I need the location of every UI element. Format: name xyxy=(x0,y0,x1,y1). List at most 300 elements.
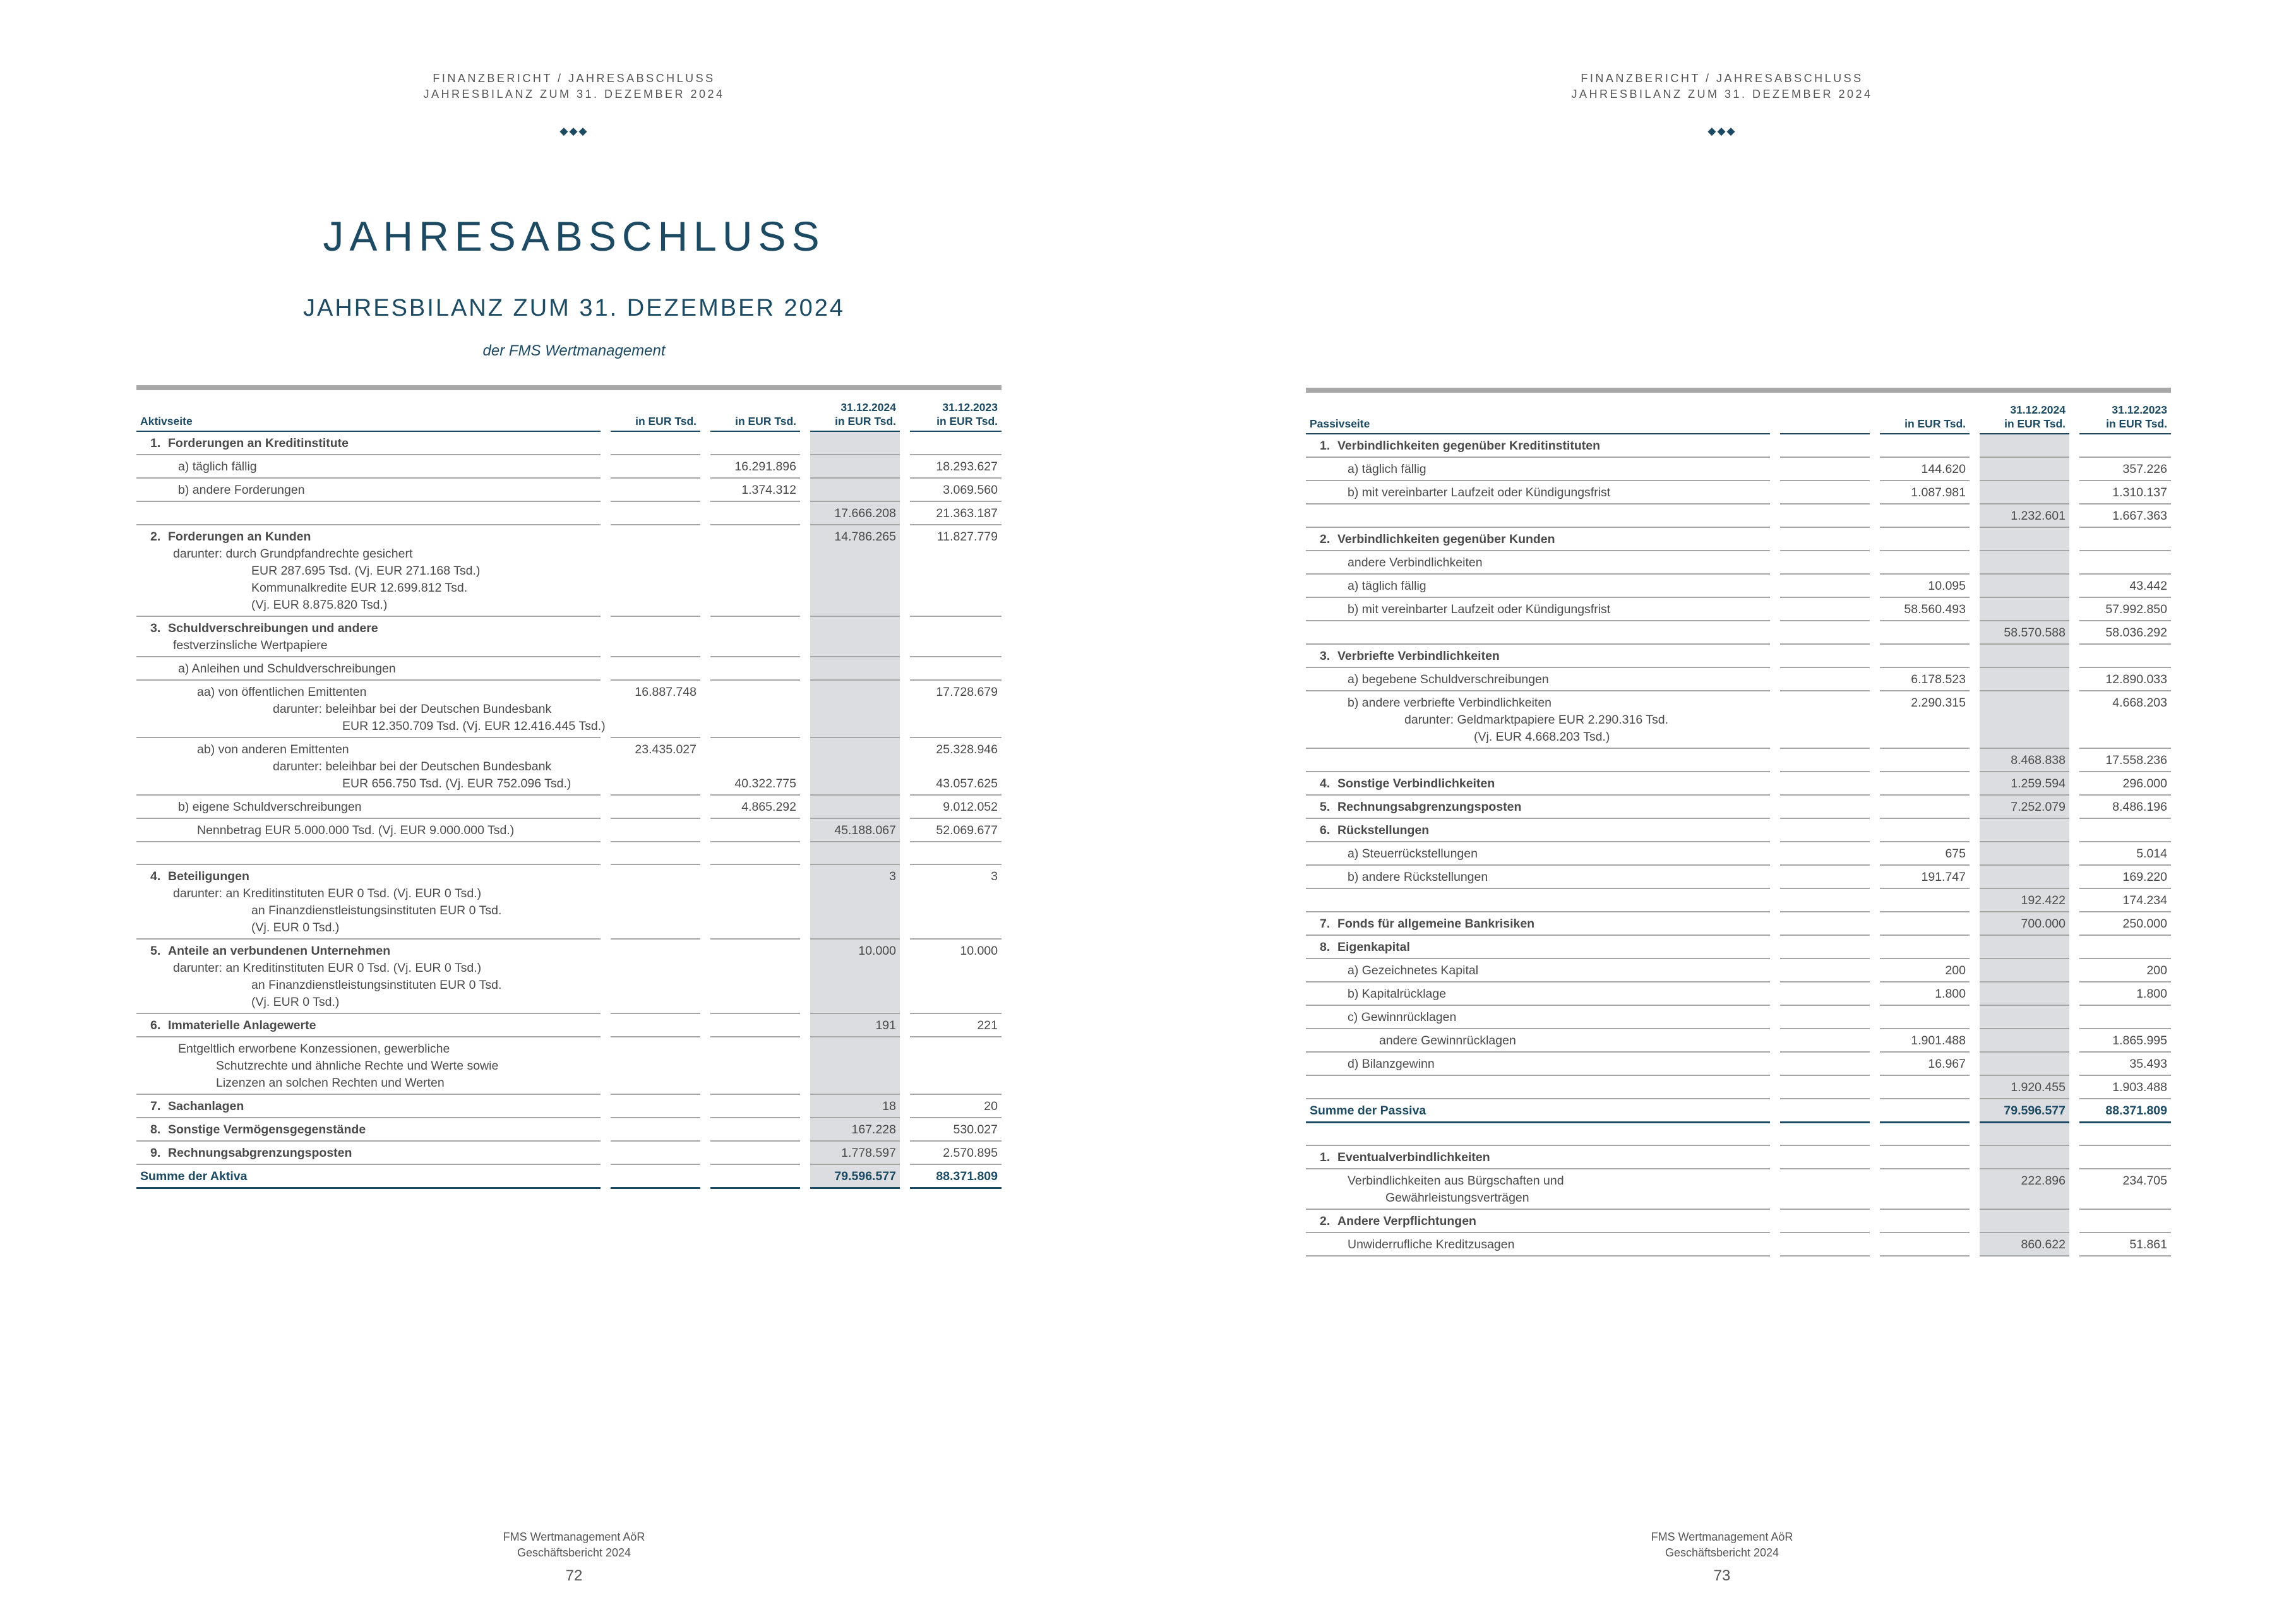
row-label-text: b) mit vereinbarter Laufzeit oder Kündigungsfrist xyxy=(1348,486,1611,499)
col-header-2024: 31.12.2024 in EUR Tsd. xyxy=(1980,399,2069,434)
row-number: 2. xyxy=(150,530,161,544)
row-label xyxy=(1306,772,1770,796)
cell-c4 xyxy=(2079,645,2171,668)
cell-c3 xyxy=(810,865,900,940)
cell-c4 xyxy=(2079,1076,2171,1099)
cell-c3 xyxy=(810,1014,900,1037)
cell-c1 xyxy=(611,865,700,940)
page-footer xyxy=(1148,1529,2296,1561)
cell-value: 1.232.601 xyxy=(2011,509,2066,523)
cell-c4 xyxy=(2079,668,2171,691)
cell-value: 192.422 xyxy=(2021,893,2066,907)
row-label-text: Nennbetrag EUR 5.000.000 Tsd. (Vj. EUR 9.000.000 Tsd.) xyxy=(197,823,515,837)
cell-c3 xyxy=(1980,1076,2069,1099)
cell-c1 xyxy=(611,819,700,842)
row-label-text: a) täglich fällig xyxy=(1348,579,1426,593)
cell-c3 xyxy=(1980,866,2069,889)
row-label xyxy=(1306,458,1770,481)
cell-c4 xyxy=(2079,889,2171,912)
cell-c3 xyxy=(1980,505,2069,528)
cell-c4 xyxy=(2079,819,2171,842)
row-label-subline: Gewährleistungsverträgen xyxy=(1385,1191,1529,1205)
cell-c1x xyxy=(1780,1006,1870,1029)
row-label-subline: festverzinsliche Wertpapiere xyxy=(173,638,328,652)
cell-c1 xyxy=(611,1165,700,1189)
row-label-text: a) täglich fällig xyxy=(178,460,257,474)
row-number: 6. xyxy=(150,1018,161,1032)
row-label xyxy=(1306,749,1770,772)
row-number: 1. xyxy=(1320,1150,1330,1164)
row-label-text: Sonstige Vermögensgegenstände xyxy=(168,1123,366,1137)
cell-c1x xyxy=(1780,866,1870,889)
row-label-text: Forderungen an Kreditinstitute xyxy=(168,436,349,450)
col-header-blank xyxy=(1780,399,1870,434)
cell-c4 xyxy=(2079,912,2171,936)
cell-c1x xyxy=(1780,505,1870,528)
cell-value: 234.705 xyxy=(2122,1174,2167,1188)
cell-value: 221 xyxy=(977,1018,998,1032)
cell-c1x xyxy=(1780,598,1870,621)
cell-c4 xyxy=(2079,866,2171,889)
row-label xyxy=(136,865,601,940)
row-number: 2. xyxy=(1320,1214,1330,1228)
row-label-text: b) mit vereinbarter Laufzeit oder Kündigungsfrist xyxy=(1348,602,1611,616)
cell-value: 1.259.594 xyxy=(2011,777,2066,791)
cell-c3 xyxy=(810,525,900,617)
row-label xyxy=(136,432,601,455)
cell-value: 6.178.523 xyxy=(1911,672,1966,686)
cell-c4 xyxy=(2079,691,2171,749)
cell-c2 xyxy=(1880,598,1970,621)
cell-c4 xyxy=(2079,598,2171,621)
footer-company: FMS Wertmanagement AöR xyxy=(503,1531,645,1543)
row-number: 6. xyxy=(1320,823,1330,837)
cell-c3 xyxy=(810,1037,900,1095)
cell-c1x xyxy=(1780,528,1870,551)
cell-value: 57.992.850 xyxy=(2105,602,2167,616)
row-label-subline: darunter: durch Grundpfandrechte gesichert xyxy=(173,547,413,561)
row-number: 2. xyxy=(1320,532,1330,546)
cell-c4 xyxy=(910,738,1002,796)
row-label xyxy=(1306,1053,1770,1076)
cell-c2 xyxy=(710,1014,800,1037)
cell-c1x xyxy=(1780,1169,1870,1210)
cell-value: 191 xyxy=(875,1018,896,1032)
cell-c2 xyxy=(710,865,800,940)
row-label-text: Anteile an verbundenen Unternehmen xyxy=(168,944,391,958)
cell-value: 9.012.052 xyxy=(943,800,998,814)
cell-c4 xyxy=(2079,551,2171,575)
cell-value: 4.668.203 xyxy=(2112,696,2167,710)
cell-c4 xyxy=(2079,959,2171,982)
row-label-text: Sonstige Verbindlichkeiten xyxy=(1337,777,1495,791)
row-number: 8. xyxy=(150,1123,161,1137)
cell-c2 xyxy=(1880,1169,1970,1210)
row-label-subline: Lizenzen an solchen Rechten und Werten xyxy=(216,1076,445,1090)
cell-c3 xyxy=(810,657,900,681)
row-label xyxy=(1306,819,1770,842)
cell-value: 16.291.896 xyxy=(734,460,796,474)
cell-value: 2.570.895 xyxy=(943,1146,998,1160)
row-label xyxy=(1306,481,1770,505)
cell-c4 xyxy=(2079,458,2171,481)
cell-c2 xyxy=(1880,912,1970,936)
cell-value: 88.371.809 xyxy=(2105,1104,2167,1118)
row-label xyxy=(136,796,601,819)
cell-c1x xyxy=(1780,575,1870,598)
cell-c2 xyxy=(710,1142,800,1165)
cell-value: 17.558.236 xyxy=(2105,753,2167,767)
page-right xyxy=(1148,0,2296,1624)
row-number: 5. xyxy=(150,944,161,958)
spacer-cell xyxy=(1880,1123,1970,1146)
cell-value: 5.014 xyxy=(2136,847,2167,861)
cell-value: 191.747 xyxy=(1921,870,1966,884)
cell-c1 xyxy=(611,1142,700,1165)
row-label-text: Unwiderrufliche Kreditzusagen xyxy=(1348,1238,1515,1251)
page-number-left: 72 xyxy=(565,1567,583,1584)
row-label-text: b) andere verbriefte Verbindlichkeiten xyxy=(1348,696,1552,710)
cell-value: 51.861 xyxy=(2129,1238,2167,1251)
cell-value: 40.322.775 xyxy=(734,777,796,791)
cell-c1x xyxy=(1780,889,1870,912)
row-label-subline: an Finanzdienstleistungsinstituten EUR 0 Tsd. xyxy=(251,978,502,992)
cell-c1x xyxy=(1780,819,1870,842)
cell-c2 xyxy=(710,819,800,842)
row-label-text: Andere Verpflichtungen xyxy=(1337,1214,1476,1228)
cell-c3 xyxy=(1980,1146,2069,1169)
cell-c2 xyxy=(710,617,800,657)
row-label xyxy=(1306,889,1770,912)
cell-c4 xyxy=(2079,936,2171,959)
row-label-text: b) Kapitalrücklage xyxy=(1348,987,1447,1001)
cell-c1x xyxy=(1780,1053,1870,1076)
cell-value: 12.890.033 xyxy=(2105,672,2167,686)
col-header-label: Passivseite xyxy=(1306,399,1770,434)
cell-c3 xyxy=(1980,458,2069,481)
row-label-text: Eventualverbindlichkeiten xyxy=(1337,1150,1490,1164)
cell-c3 xyxy=(1980,796,2069,819)
row-label xyxy=(1306,796,1770,819)
row-label xyxy=(136,455,601,479)
cell-value: 530.027 xyxy=(953,1123,998,1137)
cell-value: 18.293.627 xyxy=(936,460,998,474)
cell-value: 1.310.137 xyxy=(2112,486,2167,499)
cell-c1x xyxy=(1780,982,1870,1006)
cell-c3 xyxy=(1980,551,2069,575)
cell-c4 xyxy=(910,432,1002,455)
cell-value: 200 xyxy=(2146,964,2167,977)
row-label-text: Eigenkapital xyxy=(1337,940,1410,954)
row-label xyxy=(136,657,601,681)
cell-c1 xyxy=(611,738,700,796)
col-header-label: Aktivseite xyxy=(136,397,601,432)
row-label-text: andere Gewinnrücklagen xyxy=(1379,1034,1516,1048)
row-label-subline: (Vj. EUR 0 Tsd.) xyxy=(251,995,340,1009)
row-label-text: Verbindlichkeiten aus Bürgschaften und xyxy=(1348,1174,1564,1188)
page-title: JAHRESABSCHLUSS xyxy=(323,213,825,260)
cell-c3 xyxy=(810,1142,900,1165)
cell-c1 xyxy=(611,681,700,738)
cell-c4 xyxy=(910,1095,1002,1118)
cell-c2 xyxy=(710,479,800,502)
cell-c2 xyxy=(1880,1006,1970,1029)
cell-c3 xyxy=(1980,1233,2069,1257)
cell-value: 1.087.981 xyxy=(1911,486,1966,499)
cell-c2 xyxy=(710,681,800,738)
row-number: 1. xyxy=(150,436,161,450)
cell-c3 xyxy=(1980,528,2069,551)
cell-c1x xyxy=(1780,1029,1870,1053)
table-top-rule xyxy=(136,385,1002,390)
cell-c3 xyxy=(1980,912,2069,936)
cell-c1x xyxy=(1780,772,1870,796)
row-label-text: b) andere Forderungen xyxy=(178,483,305,497)
row-number: 3. xyxy=(150,621,161,635)
cell-value: 167.228 xyxy=(851,1123,896,1137)
row-label xyxy=(136,479,601,502)
cell-value: 1.901.488 xyxy=(1911,1034,1966,1048)
cell-value: 8.486.196 xyxy=(2112,800,2167,814)
cell-c2 xyxy=(1880,1099,1970,1123)
cell-c2 xyxy=(710,1165,800,1189)
row-label-text: Immaterielle Anlagewerte xyxy=(168,1018,316,1032)
cell-c1x xyxy=(1780,936,1870,959)
row-label-subline: darunter: an Kreditinstituten EUR 0 Tsd. (Vj. EUR 0 Tsd.) xyxy=(173,887,482,900)
row-label-text: Schuldverschreibungen und andere xyxy=(168,621,378,635)
row-number: 9. xyxy=(150,1146,161,1160)
col-header-eur: in EUR Tsd. xyxy=(1880,399,1970,434)
cell-c2 xyxy=(710,1118,800,1142)
row-label xyxy=(136,681,606,738)
cell-value: 58.560.493 xyxy=(1904,602,1966,616)
page-footer-left xyxy=(0,1529,1148,1561)
cell-c2 xyxy=(1880,796,1970,819)
cell-c4 xyxy=(2079,621,2171,645)
cell-c1 xyxy=(611,940,700,1014)
cell-c2 xyxy=(1880,575,1970,598)
cell-value: 4.865.292 xyxy=(741,800,796,814)
cell-c3 xyxy=(1980,819,2069,842)
running-head-line-1: FINANZBERICHT / JAHRESABSCHLUSS xyxy=(1581,72,1863,85)
cell-value: 2.290.315 xyxy=(1911,696,1966,710)
cell-value: 17.728.679 xyxy=(936,685,998,699)
row-label-subline: (Vj. EUR 8.875.820 Tsd.) xyxy=(251,598,388,612)
cell-value: 1.800 xyxy=(2136,987,2167,1001)
cell-c1x xyxy=(1780,668,1870,691)
row-label xyxy=(1306,1233,1770,1257)
row-label xyxy=(1306,982,1770,1006)
cell-c3 xyxy=(1980,621,2069,645)
cell-c4 xyxy=(2079,1099,2171,1123)
row-label-text: Rechnungsabgrenzungsposten xyxy=(168,1146,352,1160)
row-label xyxy=(1306,1146,1770,1169)
cell-c3 xyxy=(1980,889,2069,912)
cell-c2 xyxy=(1880,982,1970,1006)
row-label-subline: an Finanzdienstleistungsinstituten EUR 0 Tsd. xyxy=(251,904,502,917)
row-label xyxy=(1306,1029,1770,1053)
cell-c3 xyxy=(1980,1006,2069,1029)
row-number: 4. xyxy=(150,869,161,883)
cell-value: 174.234 xyxy=(2122,893,2167,907)
row-label xyxy=(1306,866,1770,889)
cell-c4 xyxy=(2079,1053,2171,1076)
cell-c4 xyxy=(2079,1146,2171,1169)
row-number: 4. xyxy=(1320,777,1330,791)
cell-c4 xyxy=(910,1014,1002,1037)
cell-value: 1.903.488 xyxy=(2112,1080,2167,1094)
row-label-subline: (Vj. EUR 0 Tsd.) xyxy=(251,921,340,934)
row-label xyxy=(1306,842,1770,866)
running-head-line-2: JAHRESBILANZ ZUM 31. DEZEMBER 2024 xyxy=(423,88,725,100)
cell-c4 xyxy=(910,1118,1002,1142)
cell-value: 250.000 xyxy=(2122,917,2167,931)
cell-c3 xyxy=(810,796,900,819)
row-label-text: b) eigene Schuldverschreibungen xyxy=(178,800,362,814)
cell-c3 xyxy=(1980,1053,2069,1076)
cell-value: 17.666.208 xyxy=(834,506,896,520)
cell-c4 xyxy=(2079,749,2171,772)
cell-value: 10.000 xyxy=(960,944,998,958)
row-label xyxy=(1306,645,1770,668)
row-label-subline: darunter: an Kreditinstituten EUR 0 Tsd. (Vj. EUR 0 Tsd.) xyxy=(173,961,482,975)
row-label-subline: (Vj. EUR 4.668.203 Tsd.) xyxy=(1474,730,1610,744)
row-label-text: Rechnungsabgrenzungsposten xyxy=(1337,800,1522,814)
cell-c4 xyxy=(2079,1210,2171,1233)
cell-c3 xyxy=(1980,1169,2069,1210)
cell-c3 xyxy=(1980,434,2069,458)
cell-value: 43.442 xyxy=(2129,579,2167,593)
cell-c4 xyxy=(910,657,1002,681)
row-label-text: a) Gezeichnetes Kapital xyxy=(1348,964,1479,977)
row-label-text: Entgeltlich erworbene Konzessionen, gewerbliche xyxy=(178,1042,450,1056)
row-label xyxy=(136,1118,601,1142)
cell-c2 xyxy=(1880,505,1970,528)
cell-c3 xyxy=(1980,749,2069,772)
cell-c1x xyxy=(1780,481,1870,505)
cell-value: 3 xyxy=(991,869,998,883)
three-diamonds-icon: ◆◆◆ xyxy=(559,125,589,137)
cell-value: 58.036.292 xyxy=(2105,626,2167,640)
cell-c2 xyxy=(1880,866,1970,889)
row-label xyxy=(136,617,601,657)
row-label xyxy=(1306,1006,1770,1029)
cell-value: 1.865.995 xyxy=(2112,1034,2167,1048)
cell-c4 xyxy=(910,796,1002,819)
cell-c3 xyxy=(1980,691,2069,749)
cell-c2 xyxy=(710,455,800,479)
cell-c4 xyxy=(2079,1029,2171,1053)
cell-value: 16.887.748 xyxy=(635,685,697,699)
cell-c3 xyxy=(1980,936,2069,959)
spacer-cell xyxy=(136,842,601,865)
row-label-subline: EUR 12.350.709 Tsd. (Vj. EUR 12.416.445 Tsd.) xyxy=(342,719,606,733)
cell-value: 14.786.265 xyxy=(834,530,896,544)
cell-c2 xyxy=(710,796,800,819)
cell-value: 3 xyxy=(889,869,896,883)
row-label-text: Verbriefte Verbindlichkeiten xyxy=(1337,649,1500,663)
cell-c2 xyxy=(1880,1233,1970,1257)
cell-c4 xyxy=(910,1037,1002,1095)
cell-value: 88.371.809 xyxy=(936,1169,998,1183)
passiva-table xyxy=(1306,399,2171,1257)
cell-c4 xyxy=(2079,796,2171,819)
row-label-text: ab) von anderen Emittenten xyxy=(197,743,349,756)
cell-c1 xyxy=(611,657,700,681)
cell-c4 xyxy=(910,617,1002,657)
row-label xyxy=(136,738,601,796)
cell-value: 700.000 xyxy=(2021,917,2066,931)
cell-c4 xyxy=(910,455,1002,479)
cell-c4 xyxy=(2079,842,2171,866)
row-label-subline: darunter: Geldmarktpapiere EUR 2.290.316 Tsd. xyxy=(1404,713,1669,727)
cell-value: 860.622 xyxy=(2021,1238,2066,1251)
cell-c3 xyxy=(1980,982,2069,1006)
cell-c2 xyxy=(1880,691,1970,749)
cell-c2 xyxy=(1880,434,1970,458)
cell-c3 xyxy=(1980,959,2069,982)
row-number: 1. xyxy=(1320,439,1330,453)
spacer-cell xyxy=(2079,1123,2171,1146)
cell-c2 xyxy=(710,738,800,796)
cell-c3 xyxy=(1980,668,2069,691)
cell-c2 xyxy=(1880,551,1970,575)
row-label xyxy=(1306,912,1770,936)
cell-c3 xyxy=(1980,645,2069,668)
row-number: 3. xyxy=(1320,649,1330,663)
cell-c2 xyxy=(1880,819,1970,842)
cell-c2 xyxy=(710,1037,800,1095)
row-label xyxy=(1306,505,1770,528)
cell-value: 7.252.079 xyxy=(2011,800,2066,814)
row-label-text: a) Anleihen und Schuldverschreibungen xyxy=(178,662,396,676)
cell-c2 xyxy=(1880,749,1970,772)
cell-c4 xyxy=(2079,982,2171,1006)
row-label xyxy=(136,1165,601,1189)
row-label-text: a) Steuerrückstellungen xyxy=(1348,847,1478,861)
cell-c4 xyxy=(910,940,1002,1014)
cell-c1x xyxy=(1780,1146,1870,1169)
row-label xyxy=(1306,621,1770,645)
cell-value-subtotal: 43.057.625 xyxy=(936,777,998,791)
cell-c1x xyxy=(1780,842,1870,866)
cell-c4 xyxy=(2079,1006,2171,1029)
row-label-subline: darunter: beleihbar bei der Deutschen Bundesbank xyxy=(273,702,552,716)
cell-value: 1.800 xyxy=(1935,987,1966,1001)
cell-c4 xyxy=(910,1142,1002,1165)
row-label xyxy=(136,525,601,617)
cell-c2 xyxy=(710,432,800,455)
row-number: 7. xyxy=(1320,917,1330,931)
cell-value: 52.069.677 xyxy=(936,823,998,837)
cell-c3 xyxy=(810,681,900,738)
cell-value: 3.069.560 xyxy=(943,483,998,497)
footer-company: FMS Wertmanagement AöR xyxy=(1651,1531,1793,1543)
row-label xyxy=(1306,959,1770,982)
cell-c1x xyxy=(1780,551,1870,575)
cell-c3 xyxy=(810,502,900,525)
row-label-subline: darunter: beleihbar bei der Deutschen Bundesbank xyxy=(273,760,552,773)
cell-value: 1.778.597 xyxy=(841,1146,896,1160)
row-label-subline: Kommunalkredite EUR 12.699.812 Tsd. xyxy=(251,581,468,595)
cell-value: 200 xyxy=(1945,964,1966,977)
cell-c1 xyxy=(611,1118,700,1142)
row-label-subline: EUR 656.750 Tsd. (Vj. EUR 752.096 Tsd.) xyxy=(342,777,571,791)
col-header-2023: 31.12.2023 in EUR Tsd. xyxy=(910,397,1002,432)
cell-value: 1.920.455 xyxy=(2011,1080,2066,1094)
row-label-text: Summe der Passiva xyxy=(1310,1104,1426,1118)
cell-value: 11.827.779 xyxy=(936,530,998,544)
